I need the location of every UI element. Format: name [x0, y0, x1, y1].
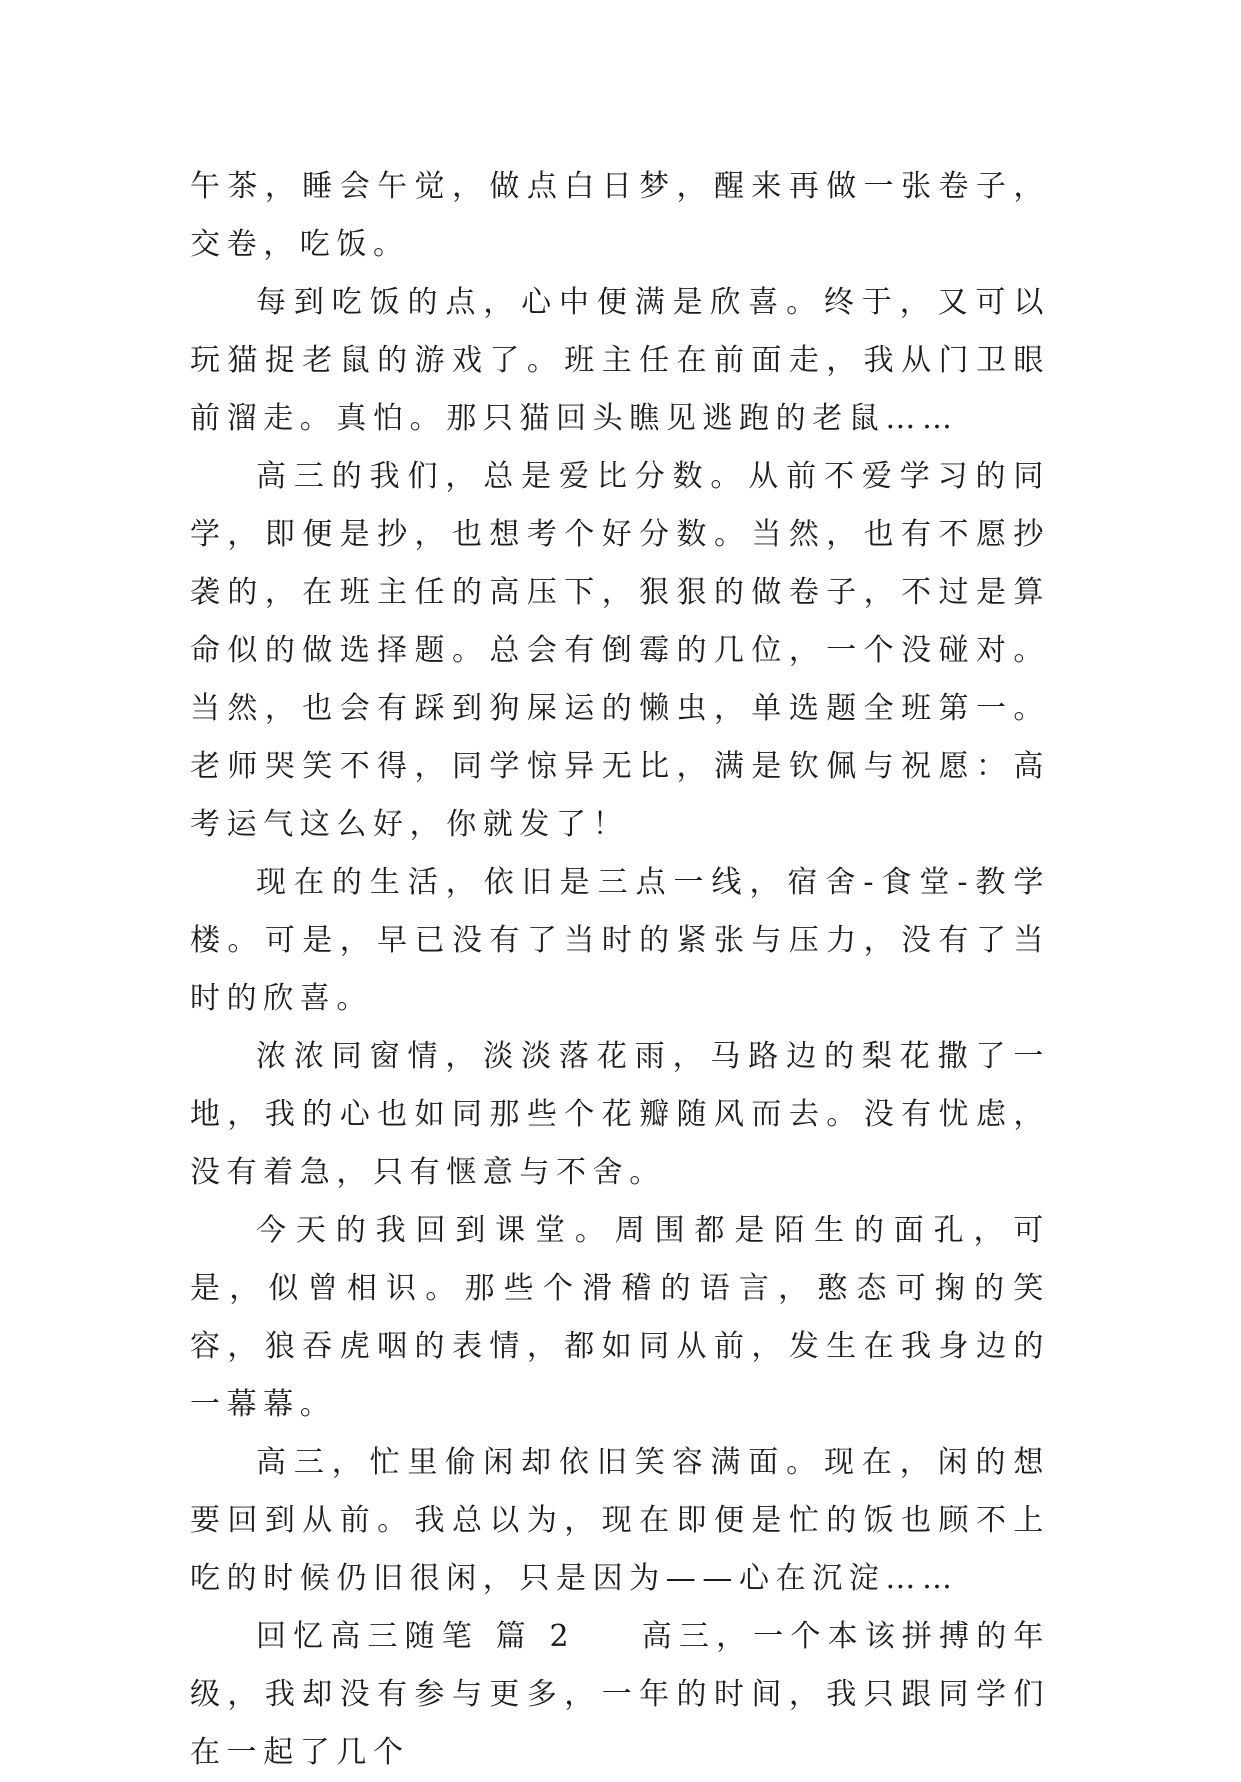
paragraph-8: [190, 1608, 1050, 1782]
paragraph-5: 浓浓同窗情，淡淡落花雨，马路边的梨花撒了一地，我的心也如同那些个花瓣随风而去。没有忧虑，没有着急，只有惬意与不舍。: [190, 1039, 1050, 1190]
paragraph-3: 高三的我们，总是爱比分数。从前不爱学习的同学，即便是抄，也想考个好分数。当然，也有不愿抄袭的，在班主任的高压下，狠狠的做卷子，不过是算命似的做选择题。总会有倒霉的几位，一个没碰对。当然，也会有踩到狗屎运的懒虫，单选题全班第一。老师哭笑不得，同学惊异无比，满是钦佩与祝愿：高考运气这么好，你就发了！: [190, 459, 1050, 842]
paragraph-8-text: 高三，一个本该拼搏的年级，我却没有参与更多，一年的时间，我只跟同学们在一起了几个: [190, 1619, 1050, 1770]
section-heading: 回忆高三随笔 篇 2: [256, 1619, 576, 1654]
paragraph-7: 高三，忙里偷闲却依旧笑容满面。现在，闲的想要回到从前。我总以为，现在即便是忙的饭也顾不上吃的时候仍旧很闲，只是因为——心在沉淀……: [190, 1445, 1050, 1596]
paragraph-2: 每到吃饭的点，心中便满是欣喜。终于，又可以玩猫捉老鼠的游戏了。班主任在前面走，我从门卫眼前溜走。真怕。那只猫回头瞧见逃跑的老鼠……: [190, 285, 1050, 436]
paragraph-4: 现在的生活，依旧是三点一线，宿舍-食堂-教学楼。可是，早已没有了当时的紧张与压力，没有了当时的欣喜。: [190, 865, 1050, 1016]
paragraph-1: 午茶，睡会午觉，做点白日梦，醒来再做一张卷子，交卷，吃饭。: [190, 169, 1050, 262]
paragraph-6: 今天的我回到课堂。周围都是陌生的面孔，可是，似曾相识。那些个滑稽的语言，憨态可掬的笑容，狼吞虎咽的表情，都如同从前，发生在我身边的一幕幕。: [190, 1213, 1050, 1422]
document-page: [190, 158, 1050, 1782]
